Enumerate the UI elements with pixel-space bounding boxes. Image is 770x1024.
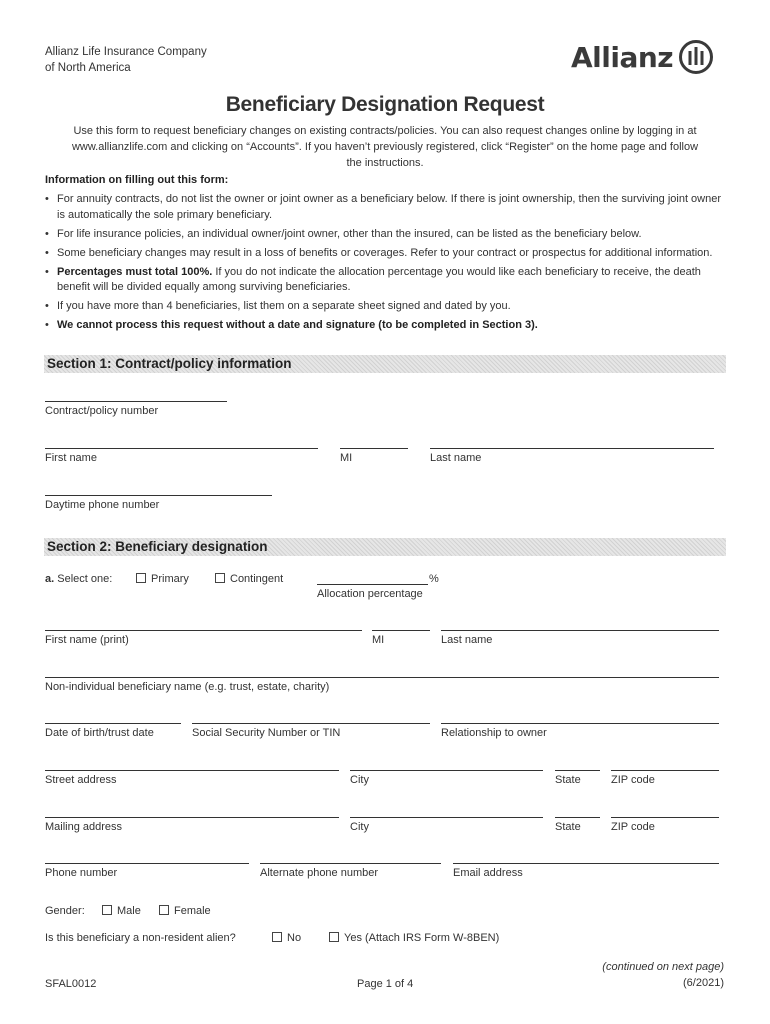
select-one-row bbox=[45, 573, 112, 585]
nonresident-yes-label: Yes (Attach IRS Form W-8BEN) bbox=[344, 932, 500, 944]
revision-date: (6/2021) bbox=[683, 977, 724, 989]
intro-text bbox=[60, 123, 710, 171]
alt-phone-field[interactable] bbox=[260, 863, 441, 864]
relationship-field[interactable] bbox=[441, 723, 719, 724]
male-checkbox[interactable] bbox=[102, 905, 112, 915]
percent-sign: % bbox=[429, 573, 439, 585]
city-field[interactable] bbox=[350, 770, 543, 771]
item-a-label: a. bbox=[45, 573, 55, 585]
non-individual-name-field[interactable] bbox=[45, 677, 719, 678]
owner-first-name-label: First name bbox=[45, 452, 97, 464]
owner-mi-field[interactable] bbox=[340, 448, 408, 449]
allocation-label: Allocation percentage bbox=[317, 588, 423, 600]
ssn-label: Social Security Number or TIN bbox=[192, 727, 341, 739]
mailing-address-label: Mailing address bbox=[45, 821, 123, 833]
beneficiary-last-name-label: Last name bbox=[441, 634, 493, 646]
page-number: Page 1 of 4 bbox=[357, 978, 414, 990]
contingent-label: Contingent bbox=[230, 573, 284, 585]
bullet-percentages-bold: Percentages must total 100%. bbox=[57, 265, 213, 278]
primary-checkbox[interactable] bbox=[136, 573, 146, 583]
intro-line-3: the instructions. bbox=[346, 157, 424, 169]
company-name bbox=[45, 44, 207, 76]
state-field[interactable] bbox=[555, 770, 600, 771]
info-heading: Information on filling out this form: bbox=[45, 174, 229, 186]
form-code: SFAL0012 bbox=[45, 978, 97, 990]
owner-mi-label: MI bbox=[340, 452, 353, 464]
section-1-header: Section 1: Contract/policy information bbox=[44, 355, 726, 373]
mailing-address-field[interactable] bbox=[45, 817, 339, 818]
mailing-state-field[interactable] bbox=[555, 817, 600, 818]
mailing-state-label: State bbox=[555, 821, 581, 833]
intro-line-1: Use this form to request beneficiary changes on existing contracts/policies. You can also request changes online by logging in at bbox=[73, 125, 697, 137]
mailing-city-field[interactable] bbox=[350, 817, 543, 818]
male-label: Male bbox=[117, 905, 141, 917]
nonresident-yes-checkbox[interactable] bbox=[329, 932, 339, 942]
allianz-eagle-icon bbox=[679, 40, 713, 74]
zip-label: ZIP code bbox=[611, 774, 655, 786]
contingent-option[interactable] bbox=[215, 573, 283, 585]
owner-first-name-field[interactable] bbox=[45, 448, 318, 449]
state-label: State bbox=[555, 774, 581, 786]
street-address-label: Street address bbox=[45, 774, 117, 786]
nonresident-no-option[interactable] bbox=[272, 932, 301, 944]
intro-line-2: www.allianzlife.com and clicking on “Accounts”. If you haven’t previously registered, click “Register” on the home page and follow bbox=[71, 141, 699, 153]
bullet-percentages bbox=[45, 265, 725, 296]
female-label: Female bbox=[174, 905, 211, 917]
email-field[interactable] bbox=[453, 863, 719, 864]
bullet-percentages-rest: If you do not indicate the allocation percentage you would like each beneficiary to receive, the death benefit will be divided equally among surviving beneficiaries. bbox=[57, 265, 701, 293]
contract-number-label: Contract/policy number bbox=[45, 405, 159, 417]
owner-phone-field[interactable] bbox=[45, 495, 272, 496]
ssn-field[interactable] bbox=[192, 723, 430, 724]
contingent-checkbox[interactable] bbox=[215, 573, 225, 583]
owner-last-name-label: Last name bbox=[430, 452, 482, 464]
gender-label: Gender: bbox=[45, 905, 85, 917]
female-checkbox[interactable] bbox=[159, 905, 169, 915]
mailing-zip-field[interactable] bbox=[611, 817, 719, 818]
company-line-2: of North America bbox=[45, 62, 131, 74]
nonresident-no-label: No bbox=[287, 932, 302, 944]
allianz-logo bbox=[571, 40, 713, 74]
beneficiary-first-name-label: First name (print) bbox=[45, 634, 129, 646]
alt-phone-label: Alternate phone number bbox=[260, 867, 379, 879]
primary-option[interactable] bbox=[136, 573, 189, 585]
bullet-signature-bold: We cannot process this request without a date and signature (to be completed in Section 3). bbox=[57, 319, 538, 331]
email-label: Email address bbox=[453, 867, 523, 879]
contract-number-field[interactable] bbox=[45, 401, 227, 402]
nonresident-yes-option[interactable] bbox=[329, 932, 499, 944]
mailing-zip-label: ZIP code bbox=[611, 821, 655, 833]
info-bullets bbox=[45, 192, 725, 337]
select-one-label: Select one: bbox=[57, 573, 113, 585]
zip-field[interactable] bbox=[611, 770, 719, 771]
bullet-life-insurance: • For life insurance policies, an individual owner/joint owner, other than the insured, can be listed as the beneficiary below. bbox=[45, 227, 725, 243]
bullet-more-beneficiaries: • If you have more than 4 beneficiaries, list them on a separate sheet signed and dated by you. bbox=[45, 299, 725, 315]
non-individual-name-label: Non-individual beneficiary name (e.g. trust, estate, charity) bbox=[45, 681, 330, 693]
owner-phone-label: Daytime phone number bbox=[45, 499, 160, 511]
beneficiary-mi-field[interactable] bbox=[372, 630, 430, 631]
bullet-benefit-loss: • Some beneficiary changes may result in a loss of benefits or coverages. Refer to your contract or prospectus for additional information. bbox=[45, 246, 725, 262]
phone-field[interactable] bbox=[45, 863, 249, 864]
bullet-signature-required bbox=[45, 318, 725, 334]
company-line-1: Allianz Life Insurance Company bbox=[45, 46, 207, 58]
beneficiary-first-name-field[interactable] bbox=[45, 630, 362, 631]
beneficiary-last-name-field[interactable] bbox=[441, 630, 719, 631]
dob-label: Date of birth/trust date bbox=[45, 727, 154, 739]
section-2-header: Section 2: Beneficiary designation bbox=[44, 538, 726, 556]
continued-note: (continued on next page) bbox=[602, 961, 724, 973]
male-option[interactable] bbox=[102, 905, 141, 917]
mailing-city-label: City bbox=[350, 821, 369, 833]
bullet-annuity: • For annuity contracts, do not list the owner or joint owner as a beneficiary below. If there is joint ownership, then the surviving joint owner is automatically the sole primary beneficiary. bbox=[45, 192, 725, 223]
female-option[interactable] bbox=[159, 905, 211, 917]
nonresident-question: Is this beneficiary a non-resident alien? bbox=[45, 932, 236, 944]
logo-text: Allianz bbox=[571, 40, 674, 74]
nonresident-no-checkbox[interactable] bbox=[272, 932, 282, 942]
relationship-label: Relationship to owner bbox=[441, 727, 547, 739]
primary-label: Primary bbox=[151, 573, 189, 585]
allocation-field[interactable] bbox=[317, 584, 428, 585]
owner-last-name-field[interactable] bbox=[430, 448, 714, 449]
phone-label: Phone number bbox=[45, 867, 118, 879]
page-title: Beneficiary Designation Request bbox=[225, 93, 545, 116]
beneficiary-mi-label: MI bbox=[372, 634, 385, 646]
city-label: City bbox=[350, 774, 369, 786]
street-address-field[interactable] bbox=[45, 770, 339, 771]
dob-field[interactable] bbox=[45, 723, 181, 724]
